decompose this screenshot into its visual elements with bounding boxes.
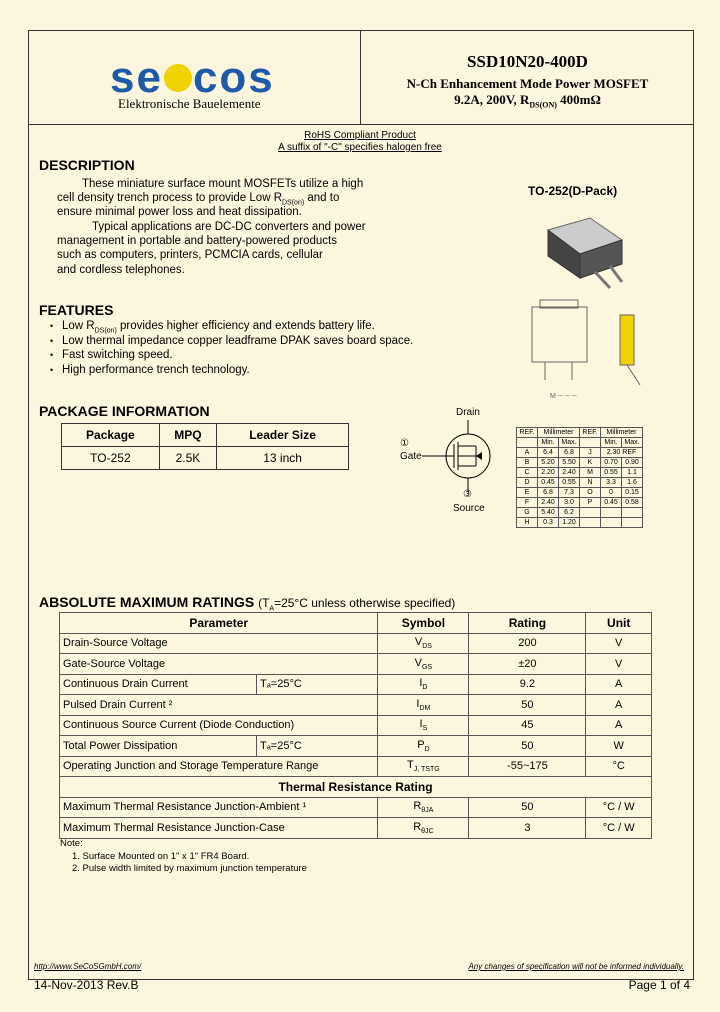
ratings-title: ABSOLUTE MAXIMUM RATINGS ($T_A=25^\circ C$ unless otherwise specified) <box>39 594 456 613</box>
package-3d-drawing <box>540 210 630 290</box>
note-item: 2. Pulse width limited by maximum junction temperature <box>72 863 307 874</box>
gate-label: Gate <box>400 451 422 462</box>
table-row: Gate-Source Voltage $V_{GS}$ ±20 V <box>60 654 652 675</box>
note-item: 1. Surface Mounted on 1" x 1" FR4 Board. <box>72 851 250 862</box>
thermal-title: Thermal Resistance Rating <box>60 777 652 798</box>
table-row: Drain-Source Voltage $V_{DS}$ 200 V <box>60 633 652 654</box>
part-description: N-Ch Enhancement Mode Power MOSFET <box>406 76 649 91</box>
page-number: Page 1 of 4 <box>628 978 690 992</box>
notes-title: Note: <box>60 838 83 849</box>
feature-item: • Fast switching speed. <box>62 349 173 361</box>
table-row: Continuous Drain Current Tₐ=25°C $I_D$ 9.2 A <box>60 674 652 695</box>
description-text: These miniature surface mount MOSFETs utilize a high <box>82 178 364 190</box>
dimension-table: REF. Millimeter REF. Millimeter Min. Max. Min. Max. A 6.4 6.8 J 2.30 REF B 5.20 5.50 K 0.70 0.90 C 2.20 2.40 M 0.55 1.1 D 0.45 0.55 N 3.3 1.6 E 6.8 7.3 O 0 0.15 F 2.40 3.0 P 0.45 0.58 G 5.40 6.2 H 0.3 1.20 <box>516 427 643 528</box>
table-row: Maximum Thermal Resistance Junction-Case $R_{\theta JC}$ 3 °C / W <box>60 818 652 839</box>
table-cell: 2.5K <box>159 447 216 470</box>
ratings-table <box>59 612 652 839</box>
description-text: management in portable and battery-powered products <box>57 235 338 247</box>
feature-item: • Low thermal impedance copper leadframe DPAK saves board space. <box>62 335 413 347</box>
table-row: Total Power Dissipation Tₐ=25°C $P_D$ 50 W <box>60 736 652 757</box>
description-text: Typical applications are DC-DC converters and power <box>92 221 366 233</box>
description-title: DESCRIPTION <box>39 157 135 173</box>
header-vertical-divider <box>360 30 361 124</box>
pin3-label: ③ <box>463 489 472 500</box>
mosfet-symbol <box>420 418 500 494</box>
description-text: cell density trench process to provide Low $R_{DS(on)}$ and to <box>57 192 340 207</box>
package-title: PACKAGE INFORMATION <box>39 403 210 419</box>
footer-disclaimer: Any changes of specification will not be informed individually. <box>468 962 684 971</box>
package-table <box>61 423 349 470</box>
table-header: Parameter <box>60 613 378 634</box>
table-row: Maximum Thermal Resistance Junction-Ambient ¹ $R_{\theta JA}$ 50 °C / W <box>60 797 652 818</box>
feature-item: • Low $R_{DS(on)}$ provides higher efficiency and extends battery life. <box>62 320 375 334</box>
footer-url[interactable]: http://www.SeCoSGmbH.com/ <box>34 962 142 971</box>
source-label: Source <box>453 503 485 514</box>
part-number: SSD10N20-400D <box>467 52 588 71</box>
description-text: ensure minimal power loss and heat dissipation. <box>57 206 302 218</box>
table-row: Continuous Source Current (Diode Conduction) $I_S$ 45 A <box>60 715 652 736</box>
table-row: Operating Junction and Storage Temperature Range $T_{J, TSTG}$ -55~175 °C <box>60 756 652 777</box>
table-header: Rating <box>469 613 586 634</box>
table-header: Leader Size <box>217 424 349 447</box>
package-outline-drawing <box>510 295 670 405</box>
table-cell: 13 inch <box>217 447 349 470</box>
table-row: Pulsed Drain Current ² $I_{DM}$ 50 A <box>60 695 652 716</box>
drain-label: Drain <box>456 407 480 418</box>
table-header: Unit <box>586 613 652 634</box>
description-text: such as computers, printers, PCMCIA cards, cellular <box>57 249 323 261</box>
table-header: Symbol <box>378 613 469 634</box>
table-cell: TO-252 <box>62 447 160 470</box>
header-divider <box>28 124 694 125</box>
feature-item: • High performance trench technology. <box>62 364 250 376</box>
logo-dot-icon <box>164 64 192 92</box>
footer-date: 14-Nov-2013 Rev.B <box>34 978 139 992</box>
logo-subtitle: Elektronische Bauelemente <box>118 96 261 111</box>
table-header: Package <box>62 424 160 447</box>
description-text: and cordless telephones. <box>57 264 185 276</box>
features-title: FEATURES <box>39 302 114 318</box>
table-header: MPQ <box>159 424 216 447</box>
part-spec: 9.2A, 200V, $R_{DS(ON)}$ 400mΩ <box>454 92 601 110</box>
package-drawing-title: TO-252(D-Pack) <box>528 184 618 198</box>
rohs-note: RoHS Compliant Product A suffix of "-C" specifies halogen free <box>278 130 442 153</box>
secos-logo: se cos <box>110 53 275 102</box>
pin1-label: ① <box>400 438 409 449</box>
svg-text:M ─ ─ ─: M ─ ─ ─ <box>550 393 577 400</box>
